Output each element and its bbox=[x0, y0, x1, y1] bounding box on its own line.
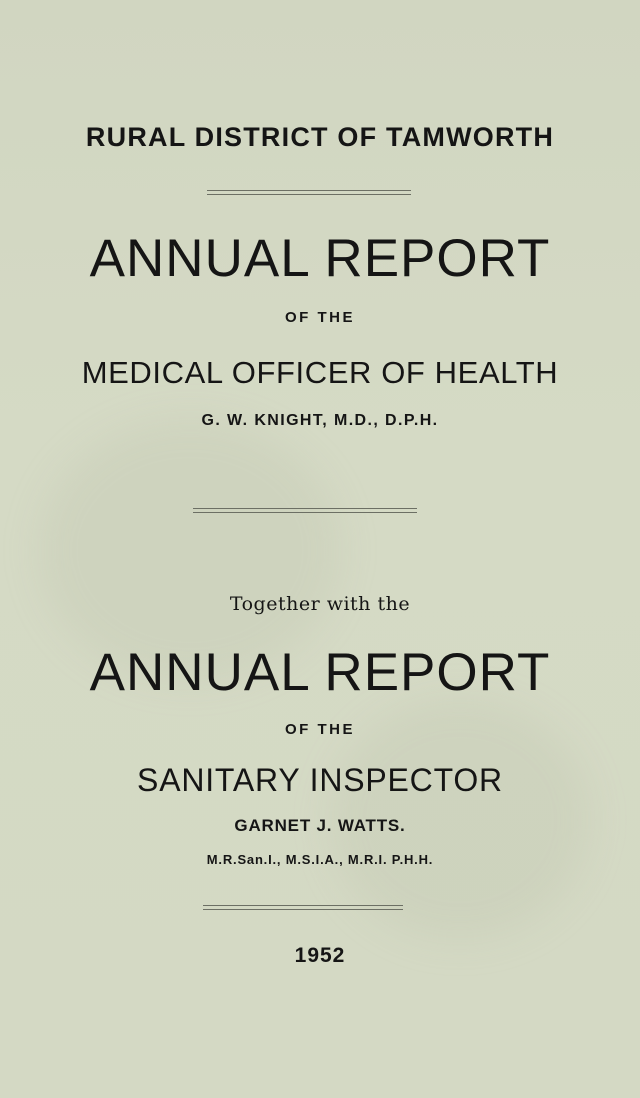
report2-of-the: OF THE bbox=[285, 721, 355, 738]
double-rule-divider bbox=[193, 508, 417, 513]
double-rule-divider bbox=[203, 905, 403, 910]
district-heading: RURAL DISTRICT OF TAMWORTH bbox=[85, 122, 555, 152]
report1-of-the: OF THE bbox=[285, 309, 355, 326]
report1-officer-name: G. W. KNIGHT, M.D., D.P.H. bbox=[201, 412, 439, 429]
report1-subject: MEDICAL OFFICER OF HEALTH bbox=[81, 355, 559, 390]
report2-title: ANNUAL REPORT bbox=[89, 643, 551, 702]
double-rule-divider bbox=[207, 190, 411, 195]
report2-inspector-name: GARNET J. WATTS. bbox=[234, 816, 406, 835]
paper-stain bbox=[40, 420, 340, 680]
report2-qualifications: M.R.San.I., M.S.I.A., M.R.I. P.H.H. bbox=[206, 852, 434, 867]
report1-title: ANNUAL REPORT bbox=[89, 229, 551, 288]
report-year: 1952 bbox=[294, 944, 346, 967]
together-with-text: Together with the bbox=[229, 593, 411, 615]
report2-subject: SANITARY INSPECTOR bbox=[137, 762, 503, 798]
